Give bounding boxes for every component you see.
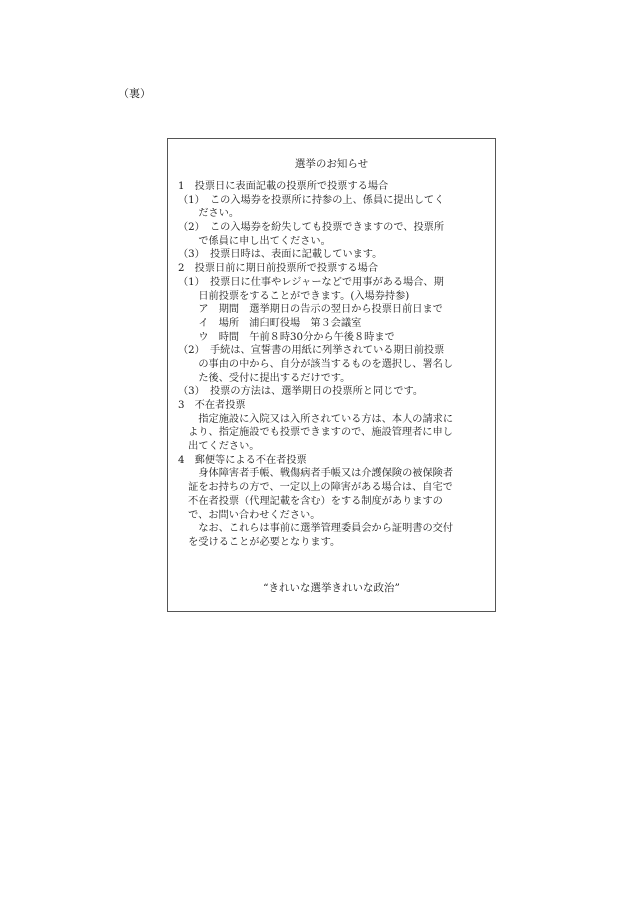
notice-line: た後、受付に提出するだけです。 xyxy=(178,372,351,384)
notice-line: （3） 投票の方法は、選挙期日の投票所と同じです。 xyxy=(178,386,424,398)
notice-line: で係員に申し出てください。 xyxy=(178,235,331,247)
notice-line: （1） 投票日に仕事やレジャーなどで用事がある場合、期 xyxy=(178,276,444,288)
notice-line: （2） この入場券を紛失しても投票できますので、投票所 xyxy=(178,222,445,234)
notice-line: （2） 手続は、宣誓書の用紙に列挙されている期日前投票 xyxy=(178,345,445,357)
notice-line: を受けることが必要となります。 xyxy=(178,536,341,548)
notice-line: 2 投票日前に期日前投票所で投票する場合 xyxy=(178,263,379,275)
notice-line: 1 投票日に表面記載の投票所で投票する場合 xyxy=(178,181,389,192)
election-notice-box xyxy=(167,138,496,612)
notice-line: 3 不在者投票 xyxy=(178,400,246,411)
notice-line: より、指定施設でも投票できますので、施設管理者に申し xyxy=(178,427,453,439)
notice-line: 指定施設に入院又は入所されている方は、本人の請求に xyxy=(178,413,454,425)
notice-body xyxy=(178,180,488,550)
notice-line: なお、これらは事前に選挙管理委員会から証明書の交付 xyxy=(178,523,454,535)
notice-line: 日前投票をすることができます。(入場券持参) xyxy=(178,290,410,302)
notice-slogan: “きれいな選挙きれいな政治” xyxy=(263,582,400,594)
notice-title: 選挙のお知らせ xyxy=(294,158,369,170)
notice-line: ださい。 xyxy=(178,208,240,220)
notice-line: 出てください。 xyxy=(178,441,260,453)
notice-line: 証をお持ちの方で、一定以上の障害がある場合は、自宅で xyxy=(178,482,453,494)
notice-line: 不在者投票（代理記載を含む）をする制度がありますの xyxy=(178,495,443,507)
notice-line: イ 場所 浦臼町役場 第３会議室 xyxy=(178,317,362,329)
notice-line: （3） 投票日時は、表面に記載しています。 xyxy=(178,249,383,261)
notice-line: の事由の中から、自分が該当するものを選択し、署名し xyxy=(178,358,454,370)
notice-line: ウ 時間 午前８時30分から午後８時まで xyxy=(178,331,395,343)
page-side-label: （裏） xyxy=(118,87,151,100)
notice-line: で、お問い合わせください。 xyxy=(178,509,321,521)
notice-line: ア 期間 選挙期日の告示の翌日から投票日前日まで xyxy=(178,304,443,316)
notice-line: 4 郵便等による不在者投票 xyxy=(178,454,307,466)
notice-line: （1） この入場券を投票所に持参の上、係員に提出してく xyxy=(178,194,445,206)
notice-line: 身体障害者手帳、戦傷病者手帳又は介護保険の被保険者 xyxy=(178,468,454,480)
